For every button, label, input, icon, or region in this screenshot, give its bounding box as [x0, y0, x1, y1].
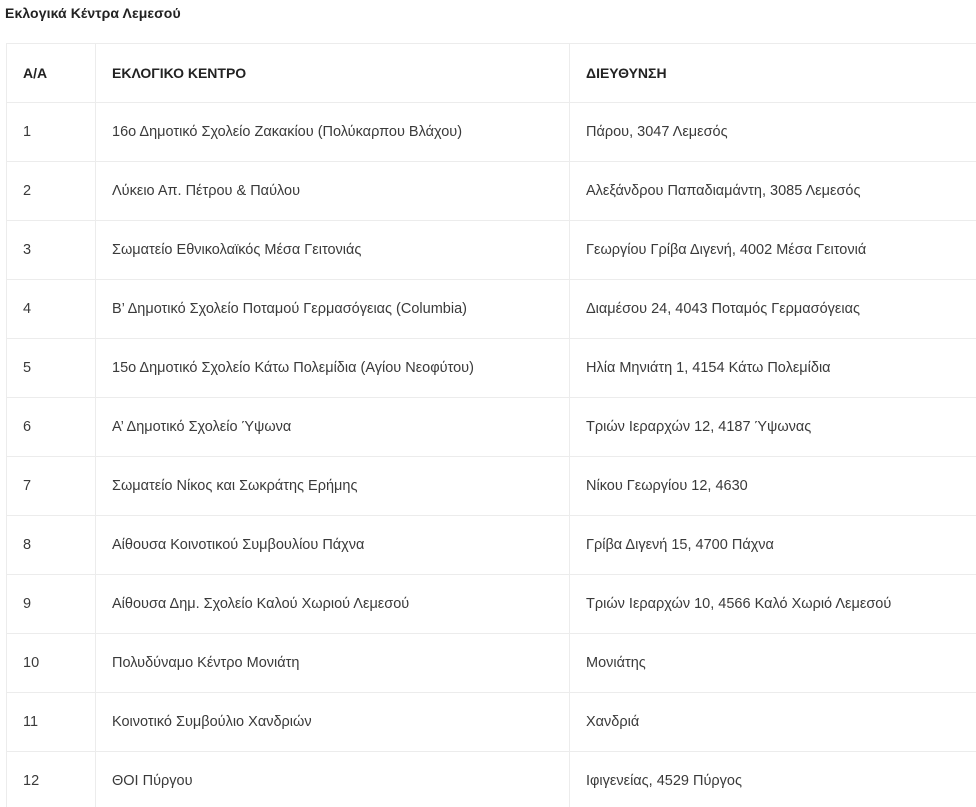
table-row [7, 457, 976, 516]
cell-center: Α’ Δημοτικό Σχολείο Ύψωνα [96, 398, 570, 457]
cell-center: Λύκειο Απ. Πέτρου & Παύλου [96, 162, 570, 221]
cell-address: Τριών Ιεραρχών 10, 4566 Καλό Χωριό Λεμεσού [570, 575, 976, 634]
table-row [7, 280, 976, 339]
cell-address: Μονιάτης [570, 634, 976, 693]
cell-center: Αίθουσα Δημ. Σχολείο Καλού Χωριού Λεμεσού [96, 575, 570, 634]
cell-center: 16ο Δημοτικό Σχολείο Ζακακίου (Πολύκαρπου Βλάχου) [96, 103, 570, 162]
cell-address: Τριών Ιεραρχών 12, 4187 Ύψωνας [570, 398, 976, 457]
polling-centers-table [6, 43, 976, 807]
cell-index: 3 [7, 221, 96, 280]
cell-index: 8 [7, 516, 96, 575]
table-row [7, 516, 976, 575]
cell-index: 7 [7, 457, 96, 516]
table-row [7, 634, 976, 693]
cell-index: 9 [7, 575, 96, 634]
cell-address: Ηλία Μηνιάτη 1, 4154 Κάτω Πολεμίδια [570, 339, 976, 398]
table-row [7, 752, 976, 807]
cell-center: Β’ Δημοτικό Σχολείο Ποταμού Γερμασόγειας (Columbia) [96, 280, 570, 339]
header-address: ΔΙΕΥΘΥΝΣΗ [570, 44, 976, 103]
cell-address: Ιφιγενείας, 4529 Πύργος [570, 752, 976, 807]
cell-center: ΘΟΙ Πύργου [96, 752, 570, 807]
cell-index: 10 [7, 634, 96, 693]
cell-address: Αλεξάνδρου Παπαδιαμάντη, 3085 Λεμεσός [570, 162, 976, 221]
cell-index: 1 [7, 103, 96, 162]
header-center: ΕΚΛΟΓΙΚΟ ΚΕΝΤΡΟ [96, 44, 570, 103]
table-row [7, 103, 976, 162]
table-row [7, 398, 976, 457]
cell-center: Σωματείο Εθνικολαϊκός Μέσα Γειτονιάς [96, 221, 570, 280]
table-row [7, 693, 976, 752]
cell-address: Πάρου, 3047 Λεμεσός [570, 103, 976, 162]
table-row [7, 221, 976, 280]
cell-index: 2 [7, 162, 96, 221]
cell-address: Γεωργίου Γρίβα Διγενή, 4002 Μέσα Γειτονιά [570, 221, 976, 280]
table-row [7, 339, 976, 398]
cell-center: Κοινοτικό Συμβούλιο Χανδριών [96, 693, 570, 752]
cell-center: Αίθουσα Κοινοτικού Συμβουλίου Πάχνα [96, 516, 570, 575]
cell-index: 12 [7, 752, 96, 807]
cell-center: Πολυδύναμο Κέντρο Μονιάτη [96, 634, 570, 693]
page-title: Εκλογικά Κέντρα Λεμεσού [5, 5, 181, 21]
cell-center: 15ο Δημοτικό Σχολείο Κάτω Πολεμίδια (Αγίου Νεοφύτου) [96, 339, 570, 398]
cell-address: Διαμέσου 24, 4043 Ποταμός Γερμασόγειας [570, 280, 976, 339]
table-row [7, 575, 976, 634]
table-row [7, 162, 976, 221]
cell-index: 5 [7, 339, 96, 398]
cell-address: Χανδριά [570, 693, 976, 752]
cell-address: Νίκου Γεωργίου 12, 4630 [570, 457, 976, 516]
cell-index: 4 [7, 280, 96, 339]
cell-address: Γρίβα Διγενή 15, 4700 Πάχνα [570, 516, 976, 575]
cell-index: 11 [7, 693, 96, 752]
cell-center: Σωματείο Νίκος και Σωκράτης Ερήμης [96, 457, 570, 516]
table-header-row [7, 44, 976, 103]
header-index: Α/Α [7, 44, 96, 103]
cell-index: 6 [7, 398, 96, 457]
